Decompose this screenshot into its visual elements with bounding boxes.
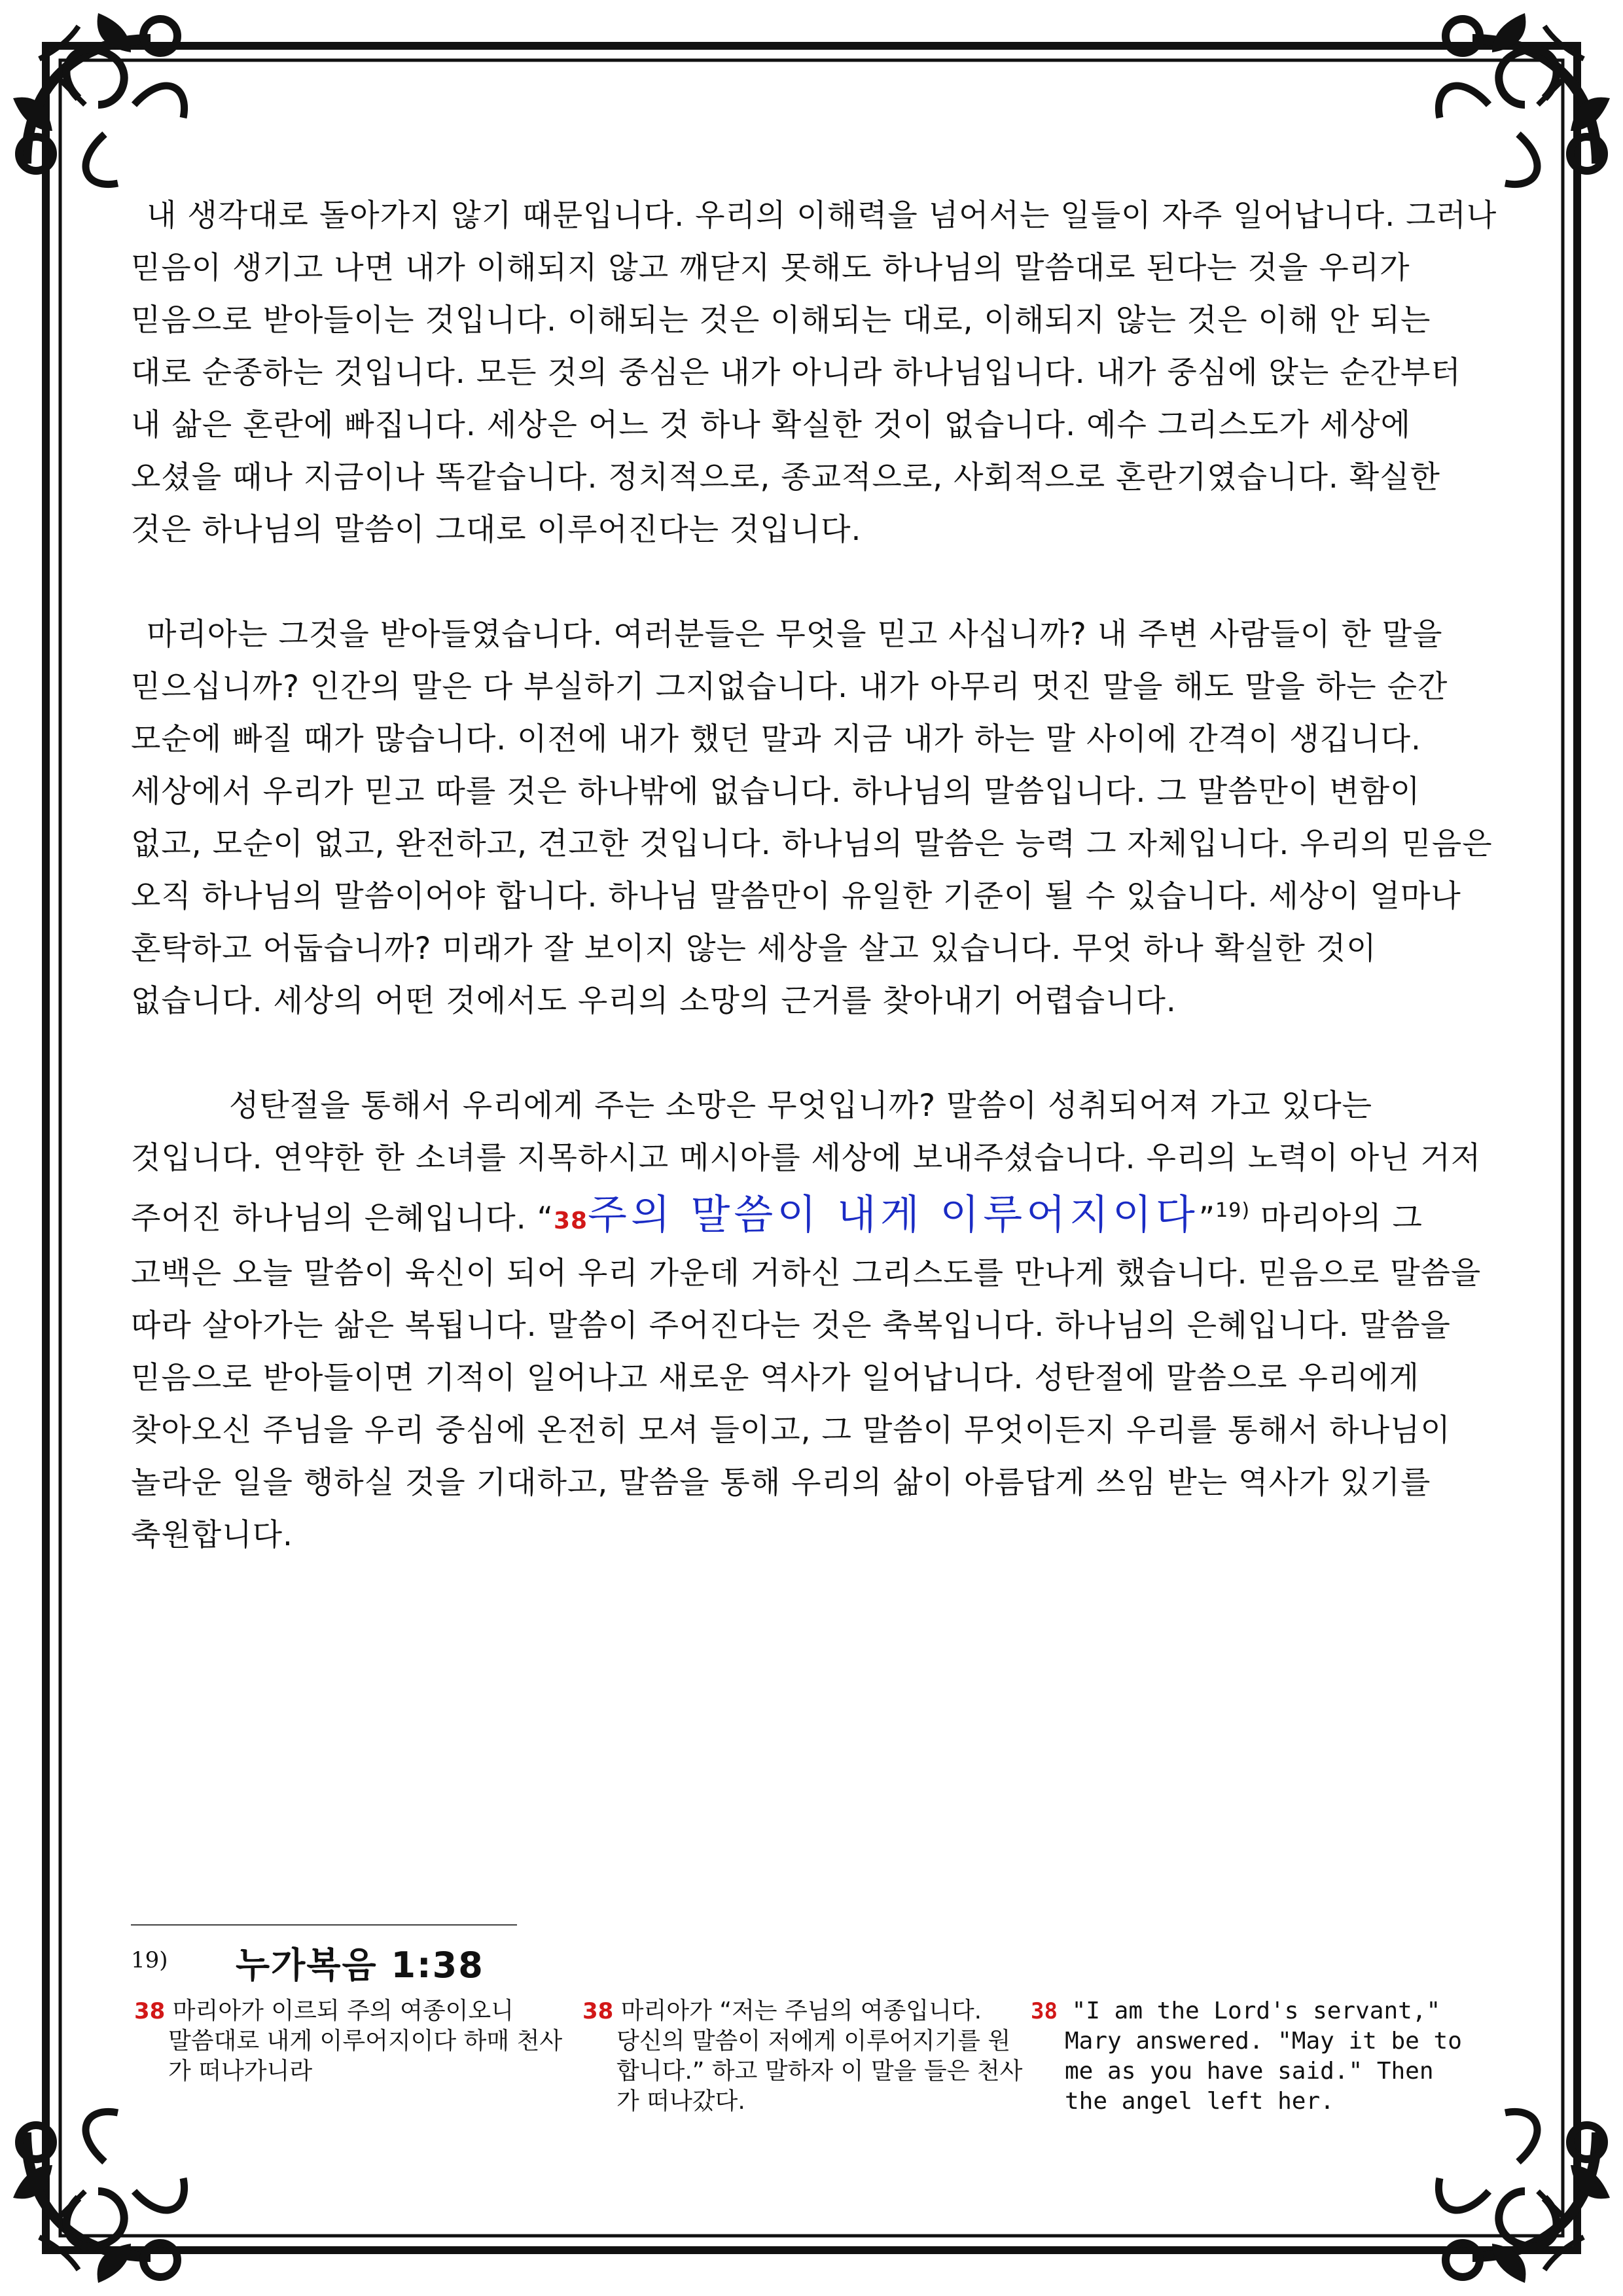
corner-ornament-bottom-right [1438,2111,1610,2283]
corner-ornament-top-left [13,13,185,185]
paragraph-1: 내 생각대로 돌아가지 않기 때문입니다. 우리의 이해력을 넘어서는 일들이 자주 일어납니다. 그러나 믿음이 생기고 나면 내가 이해되지 않고 깨닫지 못해도 하나님의 말씀대로 된다는 것을 우리가 믿음으로 받아들이는 것입니다. 이해되는 것은 이해되는 대로, 이해되지 않는 것은 이해 안 되는 대로 순종하는 것입니다. 모든 것의 중심은 내가 아니라 하나님입니다. 내가 중심에 앉는 순간부터 내 삶은 혼란에 빠집니다. 세상은 어느 것 하나 확실한 것이 없습니다. 예수 그리스도가 세상에 오셨을 때나 지금이나 똑같습니다. 정치적으로, 종교적으로, 사회적으로 혼란기였습니다. 확실한 것은 하나님의 말씀이 그대로 이루어진다는 것입니다. [131,198,1497,548]
inline-verse-number: 38 [553,1208,588,1234]
verse-text-line1: 마리아가 “저는 주님의 여종입니다. [613,1998,982,2024]
verse-text-rest: 말씀대로 내게 이루어지이다 하매 천사가 떠나가니라 [168,2028,563,2085]
inline-verse-quote: 주의 말씀이 내게 이루어지이다 [588,1191,1199,1238]
footnote-column-english [1031,1996,1489,2117]
footnote-divider [131,1924,517,1926]
verse-text-rest: Mary answered. "May it be to me as you have said." Then the angel left her. [1065,2028,1462,2115]
corner-ornament-top-right [1438,13,1610,185]
verse-text-line1: "I am the Lord's servant," [1057,1998,1441,2024]
verse-text-line1: 마리아가 이르되 주의 여종이오니 [165,1998,514,2024]
footnote-title: 누가복음 1:38 [236,1945,484,1986]
paragraph-3-lead: 성탄절을 통해서 우리에게 주는 소망은 무엇입니까? 말씀이 성취되어져 가고 있다는 것입니다. 연약한 한 소녀를 지목하시고 메시아를 세상에 보내주셨습니다. 우리의 노력이 아닌 거저 주어진 하나님의 은혜입니다. “ [131,1088,1482,1236]
inline-close-quote: ” [1198,1200,1216,1236]
paragraph-2: 마리아는 그것을 받아들였습니다. 여러분들은 무엇을 믿고 사십니까? 내 주변 사람들이 한 말을 믿으십니까? 인간의 말은 다 부실하기 그지없습니다. 내가 아무리 멋진 말을 해도 말을 하는 순간 모순에 빠질 때가 많습니다. 이전에 내가 했던 말과 지금 내가 하는 말 사이에 간격이 생깁니다. 세상에서 우리가 믿고 따를 것은 하나밖에 없습니다. 하나님의 말씀입니다. 그 말씀만이 변함이 없고, 모순이 없고, 완전하고, 견고한 것입니다. 하나님의 말씀은 능력 그 자체입니다. 우리의 믿음은 오직 하나님의 말씀이어야 합니다. 하나님 말씀만이 유일한 기준이 될 수 있습니다. 세상이 얼마나 혼탁하고 어둡습니까? 미래가 잘 보이지 않는 세상을 살고 있습니다. 무엇 하나 확실한 것이 없습니다. 세상의 어떤 것에서도 우리의 소망의 근거를 찾아내기 어렵습니다. [131,617,1493,1019]
verse-text-rest: 당신의 말씀이 저에게 이루어지기를 원합니다.” 하고 말하자 이 말을 들은 천사가 떠나갔다. [616,2028,1023,2115]
paragraph-3-rest: 마리아의 그 고백은 오늘 말씀이 육신이 되어 우리 가운데 거하신 그리스도를 만나게 했습니다. 믿음으로 말씀을 따라 살아가는 삶은 복됩니다. 말씀이 주어진다는 것은 축복입니다. 하나님의 은혜입니다. 말씀을 믿음으로 받아들이면 기적이 일어나고 새로운 역사가 일어납니다. 성탄절에 말씀으로 우리에게 찾아오신 주님을 우리 중심에 온전히 모셔 들이고, 그 말씀이 무엇이든지 우리를 통해서 하나님이 놀라운 일을 행하실 것을 기대하고, 말씀을 통해 우리의 삶이 아름답게 쓰임 받는 역사가 있기를 축원합니다. [131,1200,1482,1553]
verse-number: 38 [582,1998,614,2024]
footnote-column-korean-1 [134,1996,579,2087]
paragraph-3 [131,1080,1499,1562]
footnote-column-korean-2 [582,1996,1027,2117]
verse-number: 38 [1031,1998,1058,2024]
sermon-body [131,190,1499,1562]
footnote-reference[interactable]: 19) [1215,1199,1251,1222]
footnote-mark: 19) [131,1947,168,1973]
corner-ornament-bottom-left [13,2111,185,2283]
verse-number: 38 [134,1998,166,2024]
